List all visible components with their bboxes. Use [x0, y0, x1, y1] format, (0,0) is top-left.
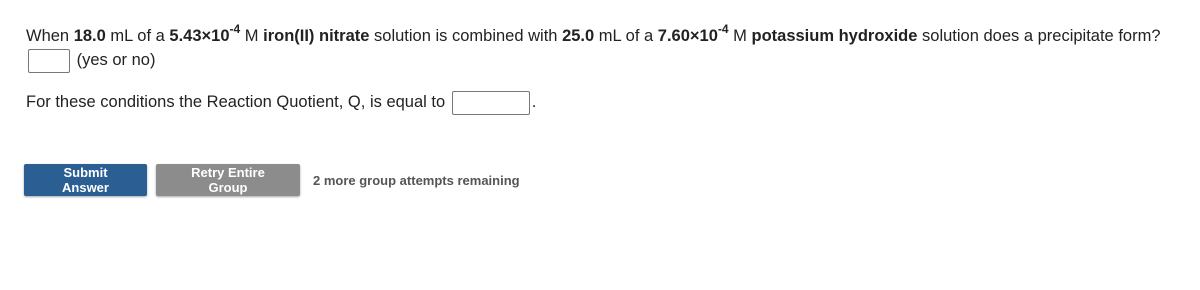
- precipitate-answer-input[interactable]: [28, 49, 70, 73]
- question-fragment: mL of a: [594, 27, 658, 45]
- compound-2: potassium hydroxide: [751, 27, 918, 45]
- compound-1: iron(II) nitrate: [263, 27, 370, 45]
- question-fragment: solution is combined with: [369, 27, 563, 45]
- concentration-2: $7.60\times 10^{-4}$: [657, 21, 729, 45]
- reaction-quotient-suffix: .: [531, 93, 537, 111]
- reaction-quotient-line: [26, 90, 536, 115]
- submit-answer-button[interactable]: Submit Answer: [24, 164, 147, 196]
- reaction-quotient-prompt: For these conditions the Reaction Quotient, Q, is equal to: [26, 93, 446, 111]
- action-bar: [24, 164, 520, 196]
- concentration-1-exponent: -4: [229, 21, 241, 36]
- question-fragment: M: [728, 27, 752, 45]
- question-fragment: solution does a precipitate form?: [917, 27, 1161, 45]
- question-fragment: M: [240, 27, 264, 45]
- question-suffix: (yes or no): [76, 51, 156, 69]
- retry-entire-group-button[interactable]: Retry Entire Group: [156, 164, 300, 196]
- question-fragment: mL of a: [105, 27, 170, 45]
- attempts-remaining-text: 2 more group attempts remaining: [313, 172, 520, 188]
- concentration-2-exponent: -4: [717, 21, 729, 36]
- reaction-quotient-input[interactable]: [452, 91, 530, 115]
- volume-2: 25.0: [562, 27, 595, 45]
- question-fragment: When: [26, 27, 74, 45]
- question-text: [26, 21, 1176, 73]
- concentration-1: $5.43\times 10^{-4}$: [169, 21, 241, 45]
- volume-1: 18.0: [73, 27, 106, 45]
